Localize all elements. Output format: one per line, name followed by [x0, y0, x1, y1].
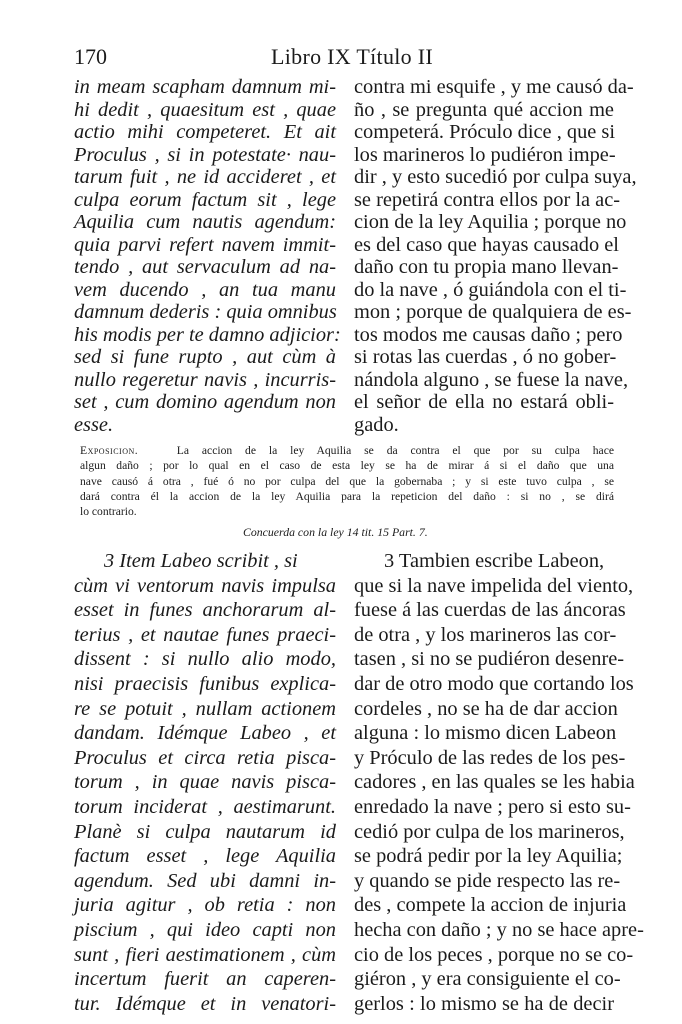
text-line: nisi praecisis funibus explica-	[74, 672, 336, 695]
text-line: vem ducendo , an tua manu	[74, 278, 336, 301]
text-line: sed si fune rupto , aut cùm à	[74, 346, 336, 368]
text-line: cordeles , no se ha de dar accion	[354, 697, 618, 720]
text-line: Proculus , si in potestate· nau-	[74, 143, 336, 166]
text-line: dir , y esto sucedió por culpa suya,	[354, 166, 637, 188]
text-line: competerá. Próculo dice , que si	[354, 121, 616, 143]
text-line: esse.	[74, 413, 114, 436]
text-line: Planè si culpa nautarum id	[74, 820, 336, 843]
text-line: fuese á las cuerdas de las áncoras	[354, 599, 626, 622]
text-line: dissent : si nullo alio modo,	[74, 648, 336, 671]
text-line: gado.	[354, 413, 399, 436]
text-line: esset in funes anchorarum al-	[74, 599, 336, 622]
text-line: do la nave , ó guiándola con el ti-	[354, 278, 627, 301]
text-line: Proculus et circa retia pisca-	[74, 746, 336, 769]
latin-column-top	[74, 76, 341, 436]
text-line: torum , in quae navis pisca-	[74, 771, 336, 794]
text-line: alguna : lo mismo dicen Labeon	[354, 722, 617, 745]
text-line: tasen , si no se pudiéron desenre-	[354, 648, 625, 671]
text-line: sunt , fieri aestimationem , cùm	[74, 943, 336, 966]
text-line: es del caso que hayas causado el	[354, 233, 619, 256]
text-line: in meam scapham damnum mi-	[74, 76, 336, 98]
text-line: se podrá pedir por la ley Aquilia;	[354, 845, 623, 868]
latin-column-bottom	[74, 549, 336, 1016]
text-line: culpa eorum factum sit , lege	[74, 188, 336, 211]
text-line: dandam. Idémque Labeo , et	[74, 722, 336, 745]
exposition-note	[80, 443, 614, 519]
text-line: y quando se pide respecto las re-	[354, 869, 621, 892]
text-line: hecha con daño ; y no se hace apre-	[354, 918, 644, 941]
text-line: que si la nave impelida del viento,	[354, 574, 634, 597]
text-line: factum esset , lege Aquilia	[74, 845, 336, 868]
text-line: damnum dederis : quia omnibus	[74, 301, 337, 323]
text-line: daño con tu propia mano llevan-	[354, 256, 619, 278]
text-line: los marineros lo pudiéron impe-	[354, 143, 616, 166]
text-line: torum inciderat , aestimarunt.	[74, 795, 336, 818]
text-line: actio mihi competeret. Et ait	[74, 121, 336, 143]
text-line: ño , se pregunta qué accion me	[354, 98, 614, 121]
text-line: piscium , qui ideo capti non	[74, 918, 336, 941]
text-line: enredado la nave ; pero si esto su-	[354, 795, 631, 818]
text-line: Aquilia cum nautis agendum:	[74, 211, 336, 233]
text-line: de otra , y los marineros las cor-	[354, 623, 617, 646]
exposition-line: lo contrario.	[80, 505, 137, 519]
text-line: re se potuit , nullam actionem	[74, 697, 336, 720]
exposition-line	[80, 443, 614, 458]
text-line: mon ; porque de qualquiera de es-	[354, 301, 632, 323]
text-line: juria agitur , ob retia : non	[74, 894, 336, 917]
text-line: tendo , aut servaculum ad na-	[74, 256, 336, 278]
text-line: si rotas las cuerdas , ó no gober-	[354, 346, 617, 368]
page-header	[74, 44, 614, 78]
text-line: tur. Idémque et in venatori-	[74, 992, 336, 1015]
text-line: his modis per te damno adjicior:	[74, 323, 341, 346]
page-number: 170	[74, 44, 107, 69]
exposition-line: nave causó á otra , fué ó no por culpa del que la gobernaba ; y si este tuvo culpa , se	[80, 474, 614, 488]
text-line: agendum. Sed ubi damni in-	[74, 869, 336, 892]
text-line: nullo regeretur navis , incurris-	[74, 368, 336, 391]
text-line: dar de otro modo que cortando los	[354, 672, 634, 695]
exposition-text: La accion de la ley Aquilia se da contra el que por su culpa hace	[176, 444, 614, 457]
text-line: cion de la ley Aquilia ; porque no	[354, 211, 627, 233]
text-line: 3 Tambien escribe Labeon,	[384, 550, 605, 572]
text-line: tos modos me causas daño ; pero	[354, 323, 623, 346]
text-line: gerlos : lo mismo se ha de decir	[354, 992, 614, 1015]
text-line: cio de los peces , porque no se co-	[354, 943, 634, 966]
text-line: quia parvi refert navem immit-	[74, 233, 336, 256]
text-line: giéron , y era consiguiente el co-	[354, 968, 621, 991]
text-line: se repetirá contra ellos por la ac-	[354, 188, 621, 211]
exposition-line: dará contra él la accion de la ley Aquilia para la repeticion del daño : si no , se dirá	[80, 489, 614, 503]
text-line: 3 Item Labeo scribit , si	[104, 550, 298, 572]
text-line: contra mi esquife , y me causó da-	[354, 76, 634, 98]
text-line: el señor de ella no estará obli-	[354, 391, 614, 413]
spanish-column-bottom	[354, 549, 644, 1016]
exposition-line: algun daño ; por lo qual en el caso de esta ley se ha de mirar á si el daño que una	[80, 459, 614, 473]
text-line: cadores , en las quales se les habia	[354, 771, 635, 794]
text-line: cedió por culpa de los marineros,	[354, 820, 625, 843]
text-line: cùm vi ventorum navis impulsa	[74, 574, 336, 597]
text-line: y Próculo de las redes de los pes-	[354, 746, 626, 769]
text-line: tarum fuit , ne id accideret , et	[74, 166, 336, 188]
spanish-column-top	[354, 76, 637, 436]
text-line: terius , et nautae funes praeci-	[74, 623, 336, 646]
text-line: des , compete la accion de injuria	[354, 894, 627, 917]
text-line: nándola alguno , se fuese la nave,	[354, 368, 629, 391]
text-line: hi dedit , quaesitum est , quae	[74, 98, 336, 121]
concordance-note: Concuerda con la ley 14 tit. 15 Part. 7.	[243, 525, 428, 539]
running-title: Libro IX Título II	[271, 44, 434, 69]
text-line: incertum fuerit an caperen-	[74, 968, 336, 991]
text-line: set , cum domino agendum non	[74, 391, 336, 413]
exposition-label: Exposicion.	[80, 444, 139, 457]
